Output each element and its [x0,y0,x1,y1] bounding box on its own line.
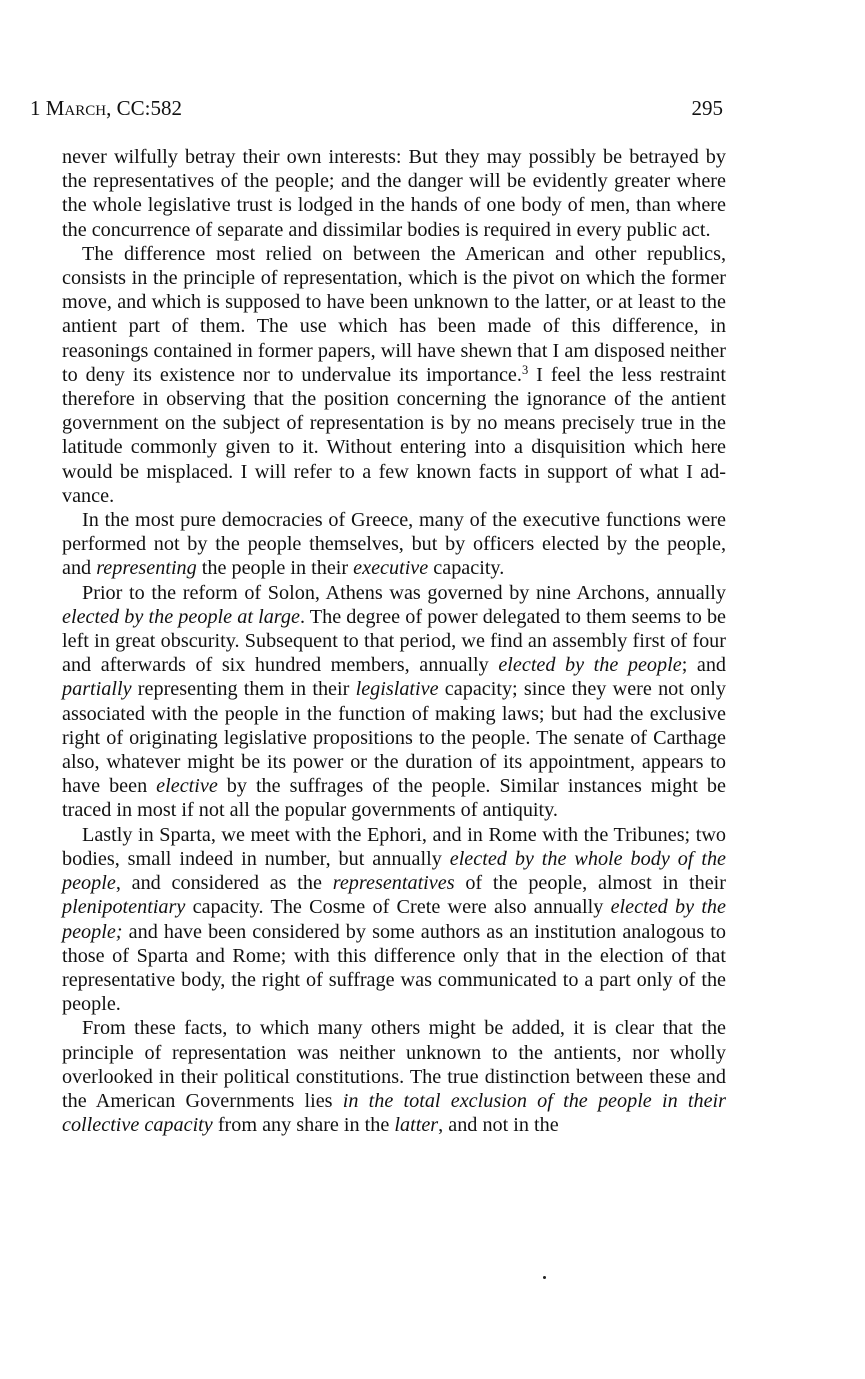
body-text [62,145,726,1137]
italic-text: elected by the whole body of the people [62,847,727,895]
italic-text: elected by the people; [62,896,726,943]
text-run: by the suffrages of the people. Similar instances might be traced in most if not all the popular governments of antiquity. [62,775,726,822]
italic-text: elected by the people [498,654,682,677]
text-run: from any share in the [212,1114,395,1137]
text-run: representing them in their [131,678,356,701]
text-run: never wilfully betray their own interests: But they may possibly be betrayed by the representatives of the people; and the danger will be evidently greater where the whole legislative trust is lodged in the hands of one body of men, than where the concurrence of separate and dissimilar bodies is required in every public act. [62,146,726,241]
italic-text: latter [394,1114,439,1137]
text-run: Prior to the reform of Solon, Athens was governed by nine Archons, annually [82,581,726,604]
text-run: capacity; since they were not only associated with the people in the function of making laws; but had the exclusive right of originating legislative propositions to the people. The senate of Carthage also, whatever might be its power or the duration of its appointment, appears to have been [62,678,727,798]
running-head-title [30,96,182,120]
paragraph [62,1016,726,1137]
footnote-reference: 3 [521,362,529,377]
italic-text: legislative [355,678,439,701]
italic-text: elected by the people at large [62,605,300,628]
paragraph [62,242,726,508]
italic-text: plenipotentiary [62,896,186,919]
running-head-document-number: , CC:582 [106,96,182,120]
text-run: The difference most relied on between the American and other republics, consists in the principle of representation, which is the pivot on which the former move, and which is supposed to have been unknown to the latter, or at least to the antient part of them. The use which has been made of this difference, in reasonings contained in former papers, will have shewn that I am disposed neither to deny its existence nor to undervalue its importance. [62,242,726,386]
paragraph [62,508,726,581]
stray-mark [543,1276,546,1279]
text-run: and have been considered by some authors as an institution analogous to those of Sparta and Rome; with this difference only that in the election of that representative body, the right of suffrage was communicated to a part only of the people. [62,920,726,1016]
text-run: capacity. [428,557,505,580]
text-run: . The degree of power delegated to them seems to be left in great obscurity. Subsequent to that period, we find an assembly first of four and afterwards of six hundred members, annually [62,605,726,677]
running-head-date-day: 1 [30,96,46,120]
italic-text: executive [353,557,429,580]
text-run: Lastly in Sparta, we meet with the Ephori, and in Rome with the Tribunes; two bodies, small indeed in number, but annually [62,823,726,870]
text-run: the people in their [196,557,354,580]
text-run: of the people, almost in their [454,872,726,895]
italic-text: representatives [332,872,455,895]
paragraph [62,581,726,823]
text-run: , and considered as the [115,872,333,895]
text-run: In the most pure democracies of Greece, many of the executive functions were performed not by the people themselves, but by officers elected by the people, and [62,509,726,580]
paragraph [62,823,726,1017]
page-number: 295 [691,96,723,120]
text-run: , and not in the [438,1114,559,1137]
text-run: capacity. The Cosme of Crete were also annually [185,896,611,919]
paragraph [62,145,726,242]
italic-text: in the total exclusion of the people in their collective capacity [62,1089,726,1137]
italic-text: partially [62,678,132,701]
italic-text: representing [96,557,197,580]
text-run: ; and [681,654,727,677]
text-run: From these facts, to which many others might be added, it is clear that the principle of representation was neither unknown to the antients, nor wholly overlooked in their political constitutions. The true distinction between these and the American Governments lies [62,1017,726,1112]
text-run: I feel the less restraint therefore in observing that the position concerning the ignorance of the antient government on the subject of representation is by no means precisely true in the latitude commonly given to it. Without entering into a disquisition which here would be misplaced. I will refer to a few known facts in support of what I advance. [62,363,727,507]
italic-text: elective [156,775,218,798]
running-head-date-month: March [45,96,107,120]
